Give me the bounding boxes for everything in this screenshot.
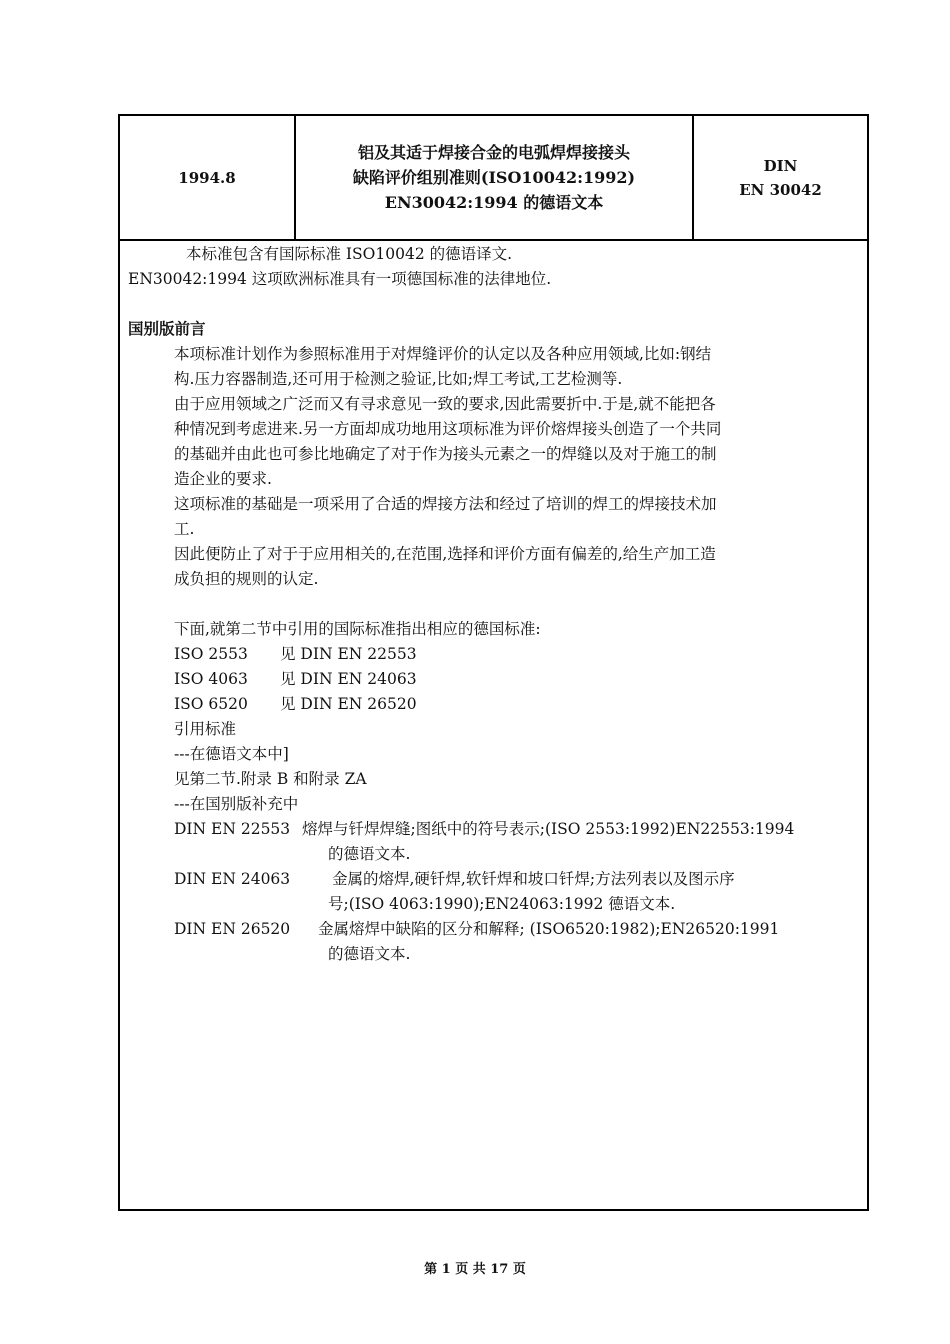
din-code: DIN EN 24063 bbox=[174, 870, 291, 888]
din-title: 金属熔焊中缺陷的区分和解释; (ISO6520:1982);EN26520:1991 bbox=[318, 920, 780, 938]
refs-intro: 下面,就第二节中引用的国际标准指出相应的德国标准: bbox=[174, 620, 541, 638]
issue-date: 1994.8 bbox=[120, 116, 296, 239]
standard-line: EN 30042 bbox=[739, 180, 822, 199]
din-equivalent: 见 DIN EN 24063 bbox=[280, 670, 417, 688]
title-line: 缺陷评价组别准则(ISO10042:1992) bbox=[352, 168, 636, 187]
paragraph-line: 种情况到考虑进来.另一方面却成功地用这项标准为评价熔焊接头创造了一个共同 bbox=[174, 420, 722, 438]
intro-line: 本标准包含有国际标准 ISO10042 的德语译文. bbox=[186, 245, 513, 263]
paragraph-line: 工. bbox=[174, 520, 195, 538]
national-supplement-note: ---在国别版补充中 bbox=[174, 795, 299, 813]
din-code: DIN EN 22553 bbox=[174, 820, 291, 838]
din-title-cont: 的德语文本. bbox=[328, 845, 411, 863]
paragraph-line: 因此便防止了对于于应用相关的,在范围,选择和评价方面有偏差的,给生产加工造 bbox=[174, 545, 716, 563]
cited-standards: 引用标准 bbox=[174, 720, 237, 738]
paragraph-line: 由于应用领域之广泛而又有寻求意见一致的要求,因此需要折中.于是,就不能把各 bbox=[174, 395, 716, 413]
iso-code: ISO 4063 bbox=[174, 670, 248, 688]
din-code: DIN EN 26520 bbox=[174, 920, 291, 938]
paragraph-line: 的基础并由此也可参比地确定了对于作为接头元素之一的焊缝以及对于施工的制 bbox=[174, 445, 717, 463]
paragraph-line: 这项标准的基础是一项采用了合适的焊接方法和经过了培训的焊工的焊接技术加 bbox=[174, 495, 717, 513]
page-footer: 第 1 页 共 17 页 bbox=[424, 1262, 526, 1277]
din-title: 金属的熔焊,硬钎焊,软钎焊和坡口钎焊;方法列表以及图示序 bbox=[332, 870, 735, 888]
title-line: EN30042:1994 的德语文本 bbox=[384, 193, 604, 212]
din-title: 熔焊与钎焊焊缝;图纸中的符号表示;(ISO 2553:1992)EN22553:1994 bbox=[302, 820, 795, 838]
paragraph-line: 构.压力容器制造,还可用于检测之验证,比如;焊工考试,工艺检测等. bbox=[174, 370, 623, 388]
standard-number bbox=[694, 116, 867, 239]
document-title bbox=[296, 116, 694, 239]
din-title-cont: 号;(ISO 4063:1990);EN24063:1992 德语文本. bbox=[328, 895, 676, 913]
intro-line: EN30042:1994 这项欧洲标准具有一项德国标准的法律地位. bbox=[128, 270, 552, 288]
iso-code: ISO 6520 bbox=[174, 695, 248, 713]
title-line: 铝及其适于焊接合金的电弧焊焊接接头 bbox=[357, 143, 630, 162]
din-equivalent: 见 DIN EN 22553 bbox=[280, 645, 417, 663]
header-table bbox=[120, 116, 867, 241]
paragraph-line: 造企业的要求. bbox=[174, 470, 272, 488]
paragraph-line: 本项标准计划作为参照标准用于对焊缝评价的认定以及各种应用领域,比如:钢结 bbox=[174, 345, 712, 363]
see-section-note: 见第二节.附录 B 和附录 ZA bbox=[174, 770, 367, 788]
german-text-note: ---在德语文本中] bbox=[174, 745, 289, 763]
paragraph-line: 成负担的规则的认定. bbox=[174, 570, 319, 588]
document-frame bbox=[118, 114, 869, 1211]
din-equivalent: 见 DIN EN 26520 bbox=[280, 695, 417, 713]
section-heading: 国别版前言 bbox=[128, 320, 206, 338]
iso-code: ISO 2553 bbox=[174, 645, 248, 663]
standard-line: DIN bbox=[763, 156, 798, 175]
din-title-cont: 的德语文本. bbox=[328, 945, 411, 963]
